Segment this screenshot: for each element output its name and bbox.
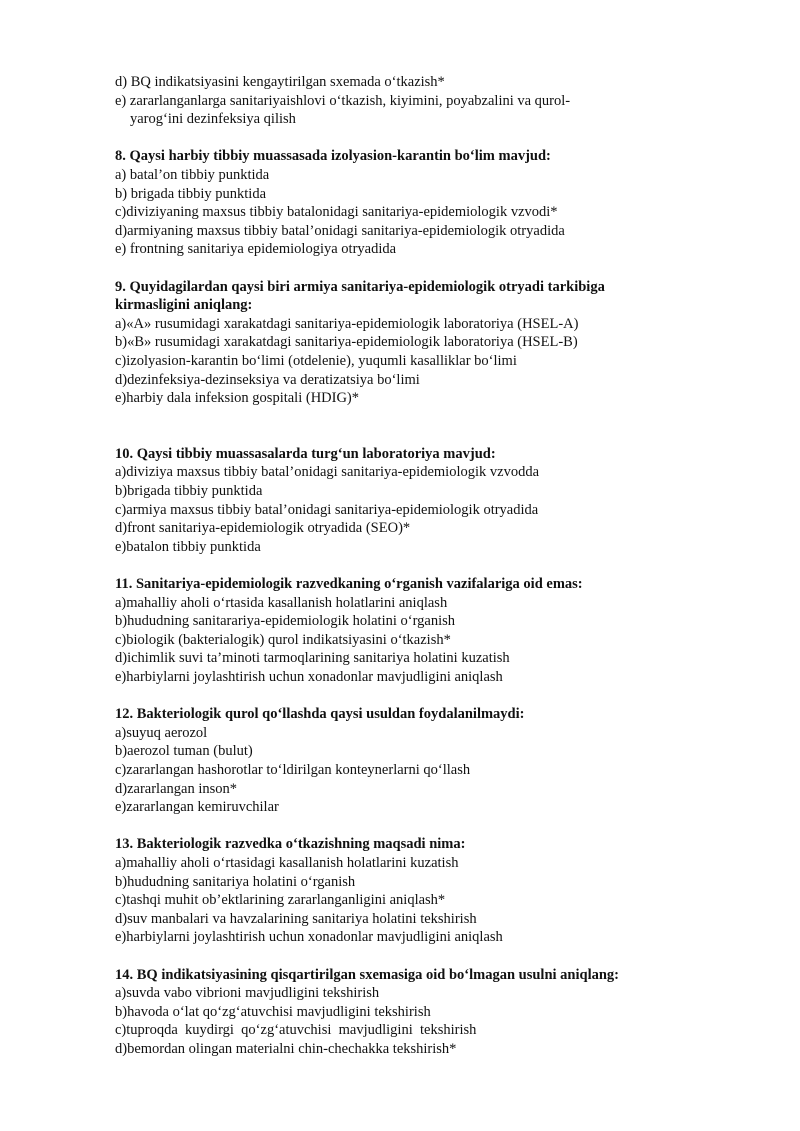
option-a: a)«A» rusumidagi xarakatdagi sanitariya-epidemiologik laboratoriya (HSEL-A) — [115, 315, 579, 332]
question-title: 14. BQ indikatsiyasining qisqartirilgan sxemasiga oid bo‘lmagan usulni aniqlang: — [115, 966, 620, 983]
question-title: 12. Bakteriologik qurol qo‘llashda qaysi usuldan foydalanilmaydi: — [115, 706, 525, 723]
option-a: a)mahalliy aholi o‘rtasida kasallanish holatlarini aniqlash — [115, 594, 448, 611]
question-12 — [115, 705, 695, 817]
option-d: d)suv manbalari va havzalarining sanitariya holatini tekshirish — [115, 910, 477, 927]
question-7-continued — [115, 73, 695, 129]
option-d: d)dezinfeksiya-dezinseksiya va deratizatsiya bo‘limi — [115, 371, 420, 388]
option-c: c)zararlangan hashorotlar to‘ldirilgan konteynerlarni qo‘llash — [115, 761, 471, 778]
option-a: a)suyuq aerozol — [115, 724, 208, 741]
question-10 — [115, 445, 695, 557]
option-b: b)brigada tibbiy punktida — [115, 483, 263, 500]
option-c: c)izolyasion-karantin bo‘limi (otdelenie), yuqumli kasalliklar bo‘limi — [115, 352, 517, 369]
option-b: b)aerozol tuman (bulut) — [115, 743, 253, 760]
question-title: 8. Qaysi harbiy tibbiy muassasada izolyasion-karantin bo‘lim mavjud: — [115, 148, 551, 165]
option-d: d)armiyaning maxsus tibbiy batal’onidagi sanitariya-epidemiologik otryadida — [115, 222, 565, 239]
option-c: c)tashqi muhit ob’ektlarining zararlanganligini aniqlash* — [115, 892, 446, 909]
option-a: a) batal’on tibbiy punktida — [115, 166, 270, 183]
option-d: d)zararlangan inson* — [115, 780, 237, 797]
option-e: e)harbiylarni joylashtirish uchun xonadonlar mavjudligini aniqlash — [115, 929, 503, 946]
option-b: b)«B» rusumidagi xarakatdagi sanitariya-epidemiologik laboratoriya (HSEL-B) — [115, 334, 578, 351]
option-b: b)havoda o‘lat qo‘zg‘atuvchisi mavjudligini tekshirish — [115, 1003, 431, 1020]
option-c: c)diviziyaning maxsus tibbiy batalonidagi sanitariya-epidemiologik vzvodi* — [115, 204, 558, 221]
option-e: e)harbiy dala infeksion gospitali (HDIG)* — [115, 390, 360, 407]
question-title: 9. Quyidagilardan qaysi biri armiya sanitariya-epidemiologik otryadi tarkibiga — [115, 278, 605, 295]
option-a: a)diviziya maxsus tibbiy batal’onidagi sanitariya-epidemiologik vzvodda — [115, 464, 540, 481]
question-8 — [115, 147, 695, 259]
option-d: d) BQ indikatsiyasini kengaytirilgan sxemada o‘tkazish* — [115, 74, 445, 90]
option-a: a)mahalliy aholi o‘rtasidagi kasallanish holatlarini kuzatish — [115, 854, 459, 871]
option-e: e)batalon tibbiy punktida — [115, 538, 261, 555]
question-14 — [115, 966, 695, 1059]
question-title: 11. Sanitariya-epidemiologik razvedkaning o‘rganish vazifalariga oid emas: — [115, 576, 583, 593]
question-11 — [115, 575, 695, 687]
option-b: b)hududning sanitariya holatini o‘rganish — [115, 873, 356, 890]
question-13 — [115, 835, 695, 947]
option-e: e) frontning sanitariya epidemiologiya otryadida — [115, 241, 397, 258]
question-9 — [115, 278, 695, 408]
option-d: d)ichimlik suvi ta’minoti tarmoqlarining sanitariya holatini kuzatish — [115, 650, 510, 667]
option-a: a)suvda vabo vibrioni mavjudligini tekshirish — [115, 985, 380, 1002]
option-c: c)tuproqda kuydirgi qo‘zg‘atuvchisi mavjudligini tekshirish — [115, 1022, 477, 1039]
option-c: c)armiya maxsus tibbiy batal’onidagi sanitariya-epidemiologik otryadida — [115, 501, 539, 518]
option-d: d)front sanitariya-epidemiologik otryadida (SEO)* — [115, 520, 411, 537]
question-title: 13. Bakteriologik razvedka o‘tkazishning maqsadi nima: — [115, 836, 466, 853]
option-c: c)biologik (bakterialogik) qurol indikatsiyasini o‘tkazish* — [115, 631, 451, 648]
option-e: e)harbiylarni joylashtirish uchun xonadonlar mavjudligini aniqlash — [115, 669, 503, 685]
question-title: 10. Qaysi tibbiy muassasalarda turg‘un laboratoriya mavjud: — [115, 445, 496, 462]
option-b: b)hududning sanitarariya-epidemiologik holatini o‘rganish — [115, 613, 456, 630]
question-title-continued: kirmasligini aniqlang: — [115, 297, 253, 314]
document-page — [115, 73, 695, 1058]
option-d: d)bemordan olingan materialni chin-chechakka tekshirish* — [115, 1040, 457, 1057]
option-e: e) zararlanganlarga sanitariyaishlovi o‘tkazish, kiyimini, poyabzalini va qurol- — [115, 92, 571, 109]
option-b: b) brigada tibbiy punktida — [115, 185, 267, 202]
option-e: e)zararlangan kemiruvchilar — [115, 799, 279, 816]
option-e-continued: yarog‘ini dezinfeksiya qilish — [130, 111, 296, 128]
